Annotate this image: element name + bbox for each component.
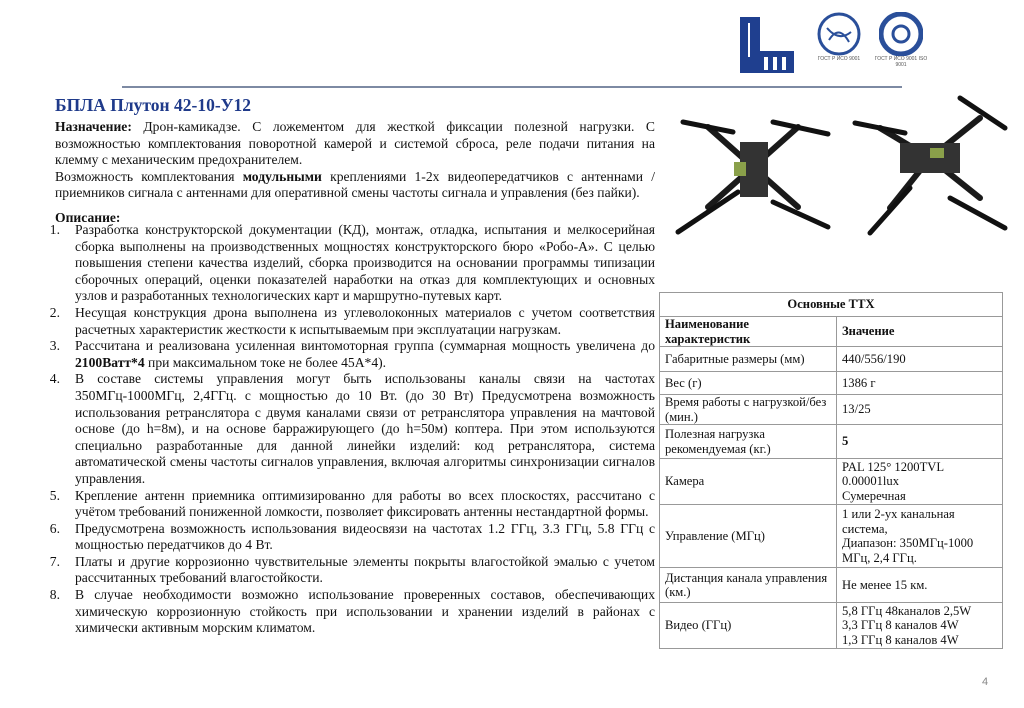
description-heading: Описание:	[55, 210, 121, 225]
spec-name: Камера	[660, 459, 837, 505]
spec-value	[837, 459, 1003, 505]
spec-value	[837, 568, 1003, 603]
spec-value-line: Диапазон: 350МГц-1000 МГц, 2,4 ГГц.	[842, 536, 974, 565]
modular-bold: модульными	[242, 168, 322, 184]
list-item	[40, 587, 655, 637]
list-item-bold: 2100Ватт*4	[75, 354, 145, 370]
list-number: 1.	[49, 222, 60, 237]
spec-name: Управление (МГц)	[660, 505, 837, 568]
seal-caption: ГОСТ Р ИСО 9001 ISO 9001	[874, 56, 928, 68]
spec-value-line: 1,3 ГГц 8 каналов 4W	[842, 632, 959, 647]
modular-text: креплениями 1-2х видеопередатчиков с антеннами / приемников сигнала с антеннами для оперативной смены частоты сигнала и управления (без пайки).	[55, 168, 655, 200]
intro-section	[55, 119, 655, 202]
purpose-text: Дрон-камикадзе. С ложементом для жесткой фиксации полезной нагрузки. С возможностью комплектования поворотной камерой и системой сброса, реле подачи питания на клемму с механическим предохранителем.	[55, 119, 655, 167]
list-number: 4.	[49, 371, 60, 387]
list-item	[40, 554, 655, 587]
specs-caption: Основные ТТХ	[660, 293, 1003, 317]
list-item-text: Несущая конструкция дрона выполнена из углеволоконных материалов с учетом соответствия расчетных характеристик жесткости к испытываемым при эксплуатации нагрузкам.	[75, 304, 655, 337]
certification-seal-rosatom	[808, 12, 870, 82]
spec-name: Габаритные размеры (мм)	[660, 347, 837, 372]
seal-caption: ГОСТ Р ИСО 9001	[817, 56, 861, 62]
spec-value-line: 5	[842, 434, 849, 449]
table-row	[660, 372, 1003, 395]
list-number: 8.	[49, 587, 60, 603]
spec-value-line: 1 или 2-ух канальная система,	[842, 507, 955, 536]
list-number: 3.	[49, 338, 60, 354]
spec-value-line: Не менее 15 км.	[842, 577, 928, 592]
spec-value	[837, 372, 1003, 395]
list-item	[40, 521, 655, 554]
list-number: 2.	[49, 304, 60, 320]
modular-text: Возможность комплектования	[55, 168, 243, 184]
spec-value-line: 13/25	[842, 402, 871, 417]
drone-photo-1	[668, 92, 838, 242]
spec-value-line: 5,8 ГГц 48каналов 2,5W	[842, 603, 972, 618]
robo-logo	[738, 17, 794, 73]
table-row	[660, 425, 1003, 459]
list-item-text: Рассчитана и реализована усиленная винтомоторная группа (суммарная мощность увеличена до	[75, 338, 655, 354]
spec-name: Полезная нагрузка рекомендуемая (кг.)	[660, 425, 837, 459]
spec-name: Время работы с нагрузкой/без (мин.)	[660, 395, 837, 425]
list-item	[40, 338, 655, 371]
table-row	[660, 505, 1003, 568]
purpose-label: Назначение:	[55, 119, 132, 134]
spec-value	[837, 505, 1003, 568]
page-title: БПЛА Плутон 42-10-У12	[55, 95, 251, 115]
spec-value	[837, 425, 1003, 459]
list-item-text: Предусмотрена возможность использования видеосвязи на частотах 1.2 ГГц, 3.3 ГГц, 5.8 ГГц с мощностью передатчиков до 4 Вт.	[75, 520, 655, 553]
spec-value-line: Сумеречная	[842, 488, 906, 503]
list-item-text: В составе системы управления могут быть использованы каналы связи на частотах 350МГц-1000МГц, 2,4ГГц. с мощностью до 10 Вт. (до 30 Вт) Предусмотрена возможность использования ретранслятора с двумя каналами связи от ретранслятора управления на мачтовой основе (до h=8м), и на основе барражирующего (до h=50м) коптера. При этом используются специально разработанные для данной линейки изделий: код ретранслятора, система автоматической смены частоты сигналов управления, включая алгоритмы синхронизации сигналов управления.	[75, 371, 655, 486]
list-item-text: Разработка конструкторской документации (КД), монтаж, отладка, испытания и мелкосерийная сборка выполнены на производственных мощностях конструкторского бюро «Робо-А». С целью повышения степени качества изделий, сборка производится на основании программы типизации сборочных операций, оценки показателей наработки на отказ для комплектующих и основных узлов и разработанных технологических карт и маршрутно-путевых карт.	[75, 222, 655, 304]
table-row	[660, 459, 1003, 505]
table-row	[660, 347, 1003, 372]
list-item	[40, 488, 655, 521]
spec-value-line: 440/556/190	[842, 351, 906, 366]
spec-name: Дистанция канала управления (км.)	[660, 568, 837, 603]
list-item-text: Платы и другие коррозионно чувствительные элементы покрыты влагостойкой эмалью с учетом рассчитанных требований влагостойкости.	[75, 553, 655, 586]
drone-photo-2	[840, 88, 1015, 238]
list-number: 6.	[49, 520, 60, 536]
list-item-text: при максимальном токе не более 45А*4).	[144, 354, 387, 370]
certification-seal-iso	[870, 12, 932, 82]
list-item-text: В случае необходимости возможно использование проверенных составов, обеспечивающих химическую коррозионную стойкость при использовании и хранении изделий в районах с химически активным морским климатом.	[75, 587, 655, 636]
list-number: 5.	[49, 487, 60, 503]
col-header-value: Значение	[837, 317, 1003, 347]
spec-value-line: PAL 125° 1200TVL	[842, 459, 945, 474]
spec-value	[837, 395, 1003, 425]
spec-name: Видео (ГГц)	[660, 603, 837, 649]
page-number: 4	[982, 676, 989, 688]
spec-name: Вес (г)	[660, 372, 837, 395]
spec-value-line: 0.00001lux	[842, 474, 900, 489]
list-item	[40, 371, 655, 487]
spec-value	[837, 347, 1003, 372]
list-item	[40, 222, 655, 305]
spec-value	[837, 603, 1003, 649]
spec-value-line: 1386 г	[842, 375, 876, 390]
list-item	[40, 305, 655, 338]
table-row	[660, 603, 1003, 649]
list-number: 7.	[49, 553, 60, 569]
spec-value-line: 3,3 ГГц 8 каналов 4W	[842, 618, 959, 633]
specs-table	[659, 292, 1003, 649]
col-header-name: Наименование характеристик	[660, 317, 837, 347]
table-row	[660, 395, 1003, 425]
table-row	[660, 568, 1003, 603]
description-list	[40, 222, 655, 637]
list-item-text: Крепление антенн приемника оптимизированно для работы во всех плоскостях, рассчитано с учётом требований пониженной ломкости, позволяет фиксировать антенны нестандартной формы.	[75, 487, 655, 520]
header-divider	[122, 86, 902, 88]
